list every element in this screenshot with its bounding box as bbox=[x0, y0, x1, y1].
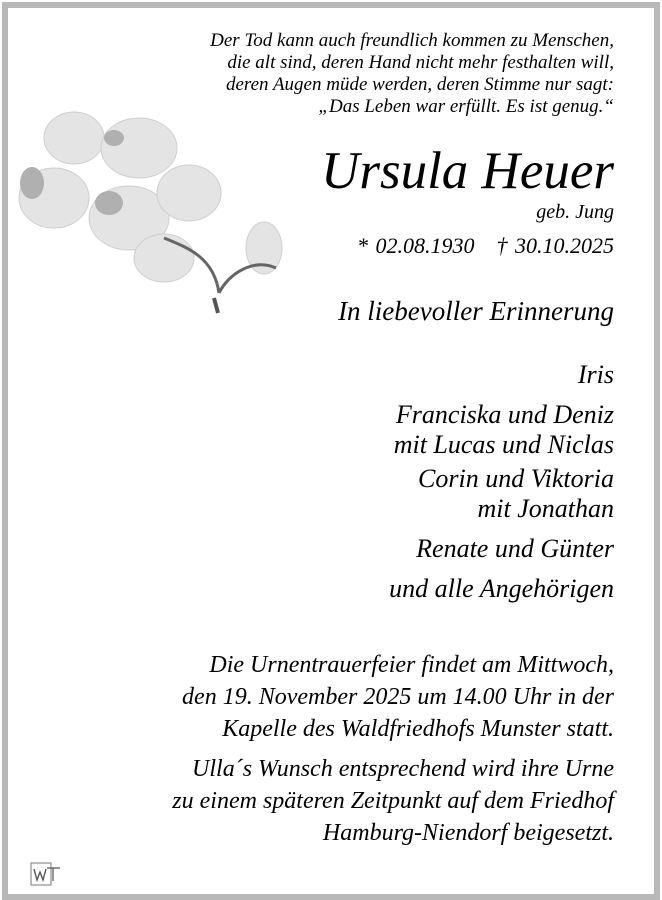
notice-line: Ulla´s Wunsch entsprechend wird ihre Urne bbox=[192, 756, 614, 782]
mourner-line: Franciska und Deniz bbox=[395, 400, 614, 429]
notice-line: zu einem späteren Zeitpunkt auf dem Friedhof bbox=[172, 788, 614, 814]
notice-line: den 19. November 2025 um 14.00 Uhr in der bbox=[182, 684, 614, 710]
poem-line: Der Tod kann auch freundlich kommen zu Menschen, bbox=[210, 30, 614, 51]
funeral-notice bbox=[172, 649, 614, 857]
mourner-group bbox=[389, 574, 614, 604]
poem-line: die alt sind, deren Hand nicht mehr festhalten will, bbox=[227, 52, 614, 73]
notice-line: Die Urnentrauerfeier findet am Mittwoch, bbox=[209, 652, 614, 678]
publisher-logo-icon bbox=[30, 860, 62, 888]
orchid-illustration bbox=[14, 108, 314, 318]
wish-paragraph bbox=[172, 753, 614, 849]
mourner-line: Corin und Viktoria bbox=[418, 464, 614, 493]
mourners-list bbox=[389, 360, 614, 608]
death-date: † 30.10.2025 bbox=[496, 233, 614, 258]
mourner-group bbox=[389, 464, 614, 524]
mourner-group bbox=[389, 360, 614, 390]
mourner-line: und alle Angehörigen bbox=[389, 574, 614, 603]
maiden-name: geb. Jung bbox=[536, 201, 614, 223]
mourner-line: mit Jonathan bbox=[477, 494, 614, 523]
obituary-frame bbox=[2, 2, 660, 900]
mourner-group bbox=[389, 534, 614, 564]
memory-line: In liebevoller Erinnerung bbox=[338, 296, 614, 326]
mourner-group bbox=[389, 400, 614, 460]
poem-line: deren Augen müde werden, deren Stimme nur sagt: bbox=[225, 74, 614, 95]
notice-line: Hamburg-Niendorf beigesetzt. bbox=[322, 820, 614, 846]
poem-line: „Das Leben war erfüllt. Es ist genug.“ bbox=[318, 96, 614, 117]
mourner-line: Iris bbox=[577, 360, 614, 389]
birth-date: * 02.08.1930 bbox=[357, 233, 475, 258]
ceremony-paragraph bbox=[172, 649, 614, 745]
life-dates bbox=[357, 233, 614, 259]
deceased-name: Ursula Heuer bbox=[321, 142, 614, 200]
notice-line: Kapelle des Waldfriedhofs Munster statt. bbox=[222, 716, 614, 742]
mourner-line: Renate und Günter bbox=[416, 534, 614, 563]
mourner-line: mit Lucas und Niclas bbox=[393, 430, 614, 459]
poem bbox=[210, 30, 614, 118]
